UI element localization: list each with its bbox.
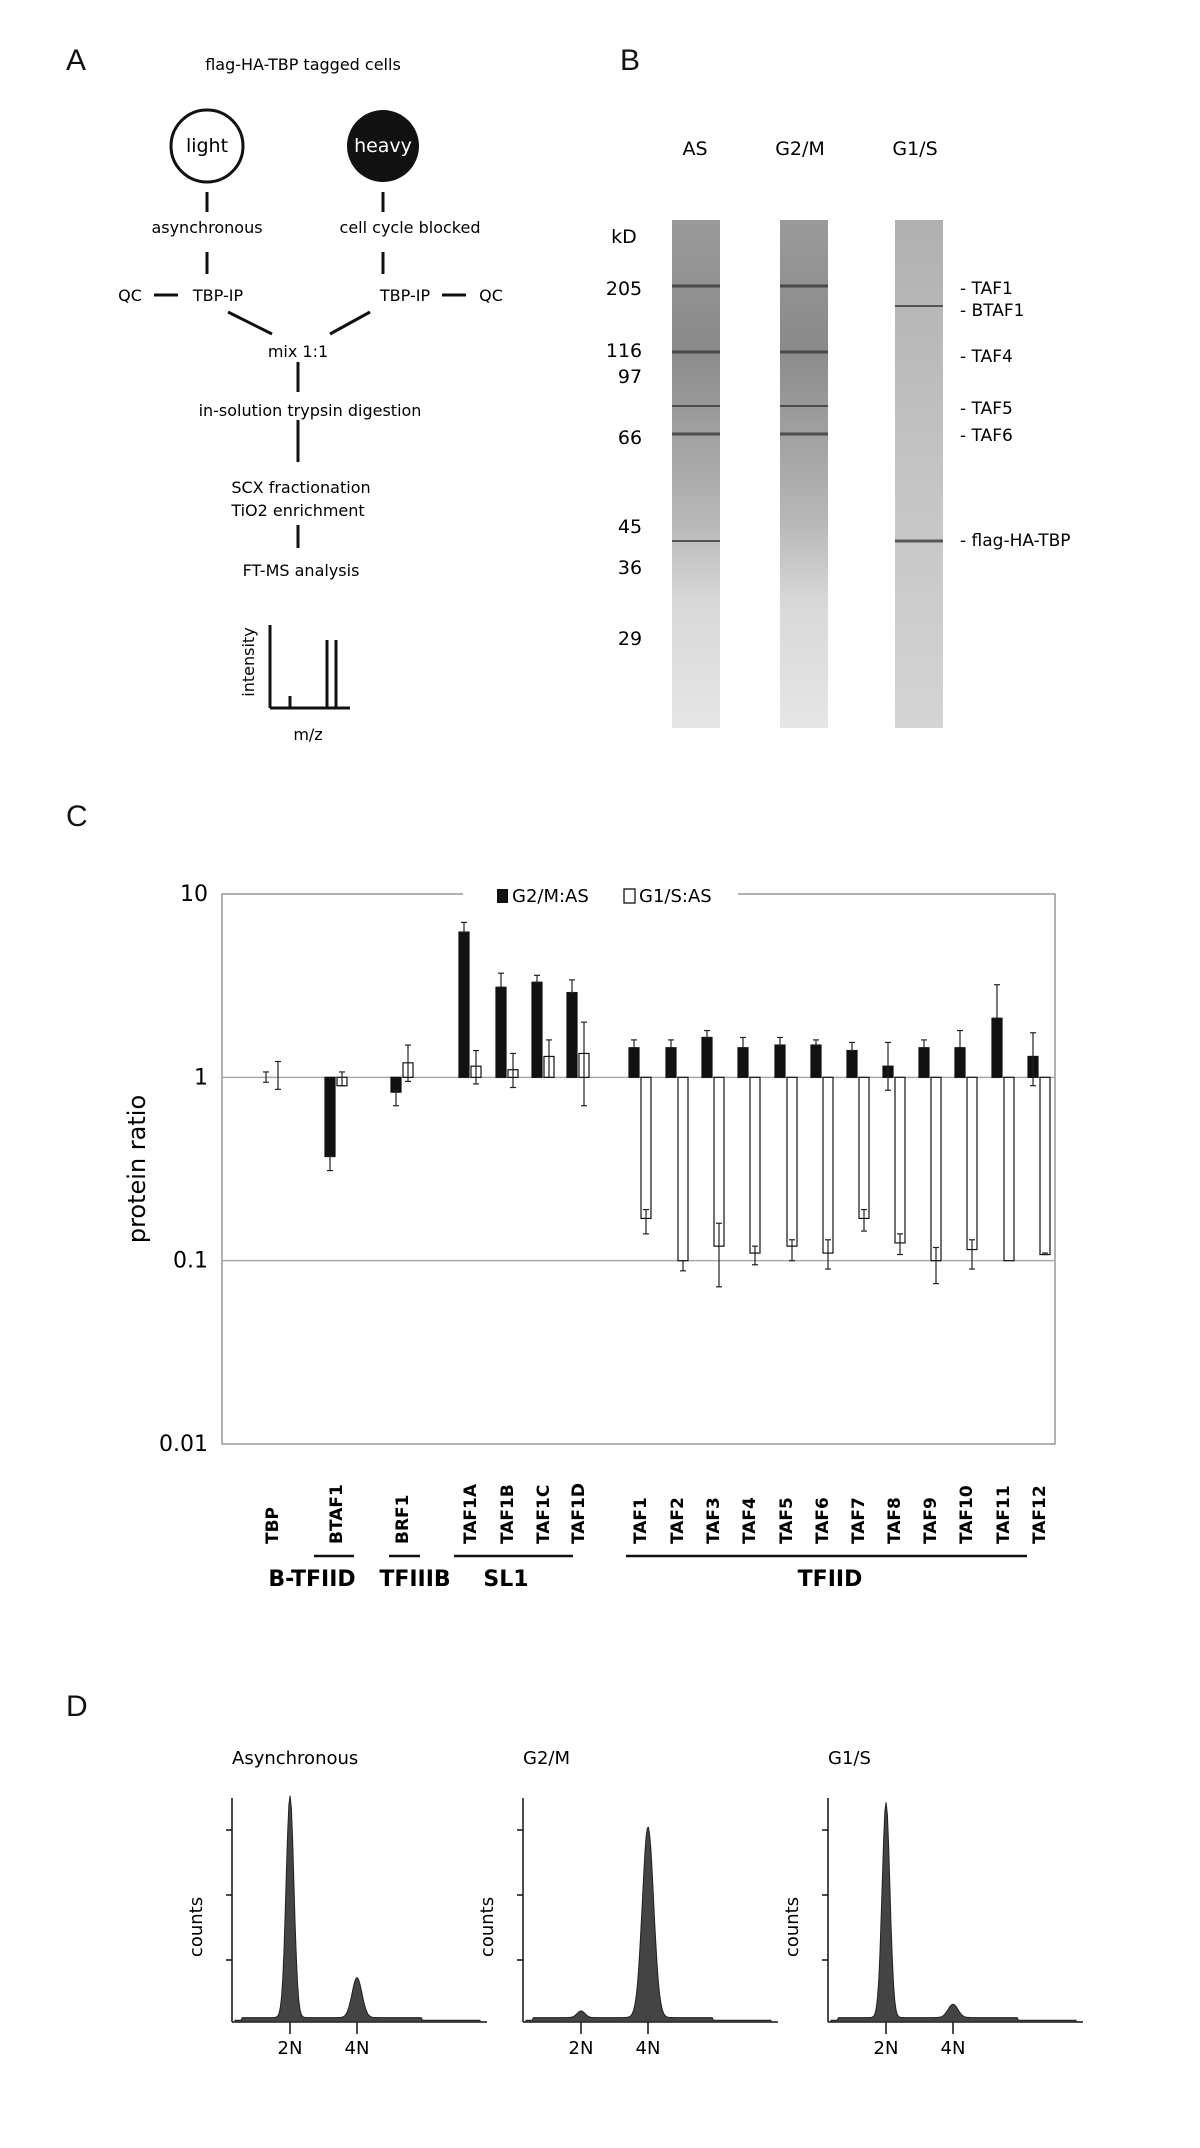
histogram-trace — [526, 1827, 771, 2022]
tick-4n-label: 4N — [344, 2038, 370, 2059]
x-tick-label: TAF4 — [740, 1497, 760, 1544]
bar-g2m — [955, 1048, 965, 1078]
bar-g2m — [459, 932, 469, 1077]
bar-g1s — [641, 1077, 651, 1218]
bar-g2m — [629, 1048, 639, 1078]
gel-figure — [600, 100, 1200, 760]
x-tick-label: TAF11 — [994, 1485, 1014, 1544]
blocked-label: cell cycle blocked — [339, 218, 481, 237]
bar-g1s — [1004, 1077, 1014, 1260]
tick-4n-label: 4N — [635, 2038, 661, 2059]
marker-45: 45 — [617, 516, 643, 538]
bar-g1s — [967, 1077, 977, 1249]
panel-label-a: A — [66, 44, 87, 77]
histogram-title: G1/S — [828, 1748, 871, 1769]
band-label-tbp: - flag-HA-TBP — [960, 531, 1071, 551]
bar-g1s — [750, 1077, 760, 1253]
bar-g2m — [666, 1048, 676, 1078]
x-tick-label: TAF12 — [1030, 1485, 1050, 1544]
bar-g2m — [775, 1045, 785, 1077]
bar-g1s — [859, 1077, 869, 1218]
histogram-title: G2/M — [523, 1748, 570, 1769]
bar-g2m — [325, 1077, 335, 1156]
intensity-label: intensity — [239, 627, 258, 697]
lane-label-g1s: G1/S — [892, 138, 938, 160]
x-tick-label: BRF1 — [393, 1494, 413, 1544]
panel-label-c: C — [66, 800, 88, 833]
bar-g2m — [738, 1048, 748, 1078]
legend-swatch-g1s — [624, 889, 635, 903]
digestion-label: in-solution trypsin digestion — [198, 401, 422, 420]
histogram-title: Asynchronous — [232, 1748, 359, 1769]
bar-g2m — [847, 1051, 857, 1078]
x-tick-label: TAF1D — [569, 1483, 589, 1544]
x-tick-label: TAF7 — [849, 1497, 869, 1544]
bar-g1s — [714, 1077, 724, 1246]
legend-label-g1s: G1/S:AS — [639, 886, 712, 907]
marker-116: 116 — [605, 340, 643, 362]
histogram-y-label: counts — [186, 1896, 207, 1958]
y-tick-label: 0.1 — [173, 1248, 208, 1274]
group-label: B-TFIID — [268, 1567, 356, 1592]
x-tick-label: TAF10 — [957, 1485, 977, 1544]
x-tick-label: TAF1A — [461, 1483, 481, 1544]
x-tick-label: TAF5 — [777, 1497, 797, 1544]
tio2-label: TiO2 enrichment — [231, 501, 365, 520]
ip-right-label: TBP-IP — [379, 286, 431, 305]
y-axis-label: protein ratio — [123, 1094, 151, 1244]
bar-g2m — [532, 982, 542, 1077]
band-label-taf5: - TAF5 — [960, 399, 1013, 419]
tick-2n-label: 2N — [568, 2038, 594, 2059]
band-label-taf1: - TAF1 — [960, 279, 1013, 299]
histogram-trace — [235, 1796, 480, 2022]
band-label-taf4: - TAF4 — [960, 347, 1013, 367]
workflow-title: flag-HA-TBP tagged cells — [205, 55, 401, 74]
gel-lane-g1s — [895, 220, 943, 728]
bar-g1s — [823, 1077, 833, 1253]
panel-label-b: B — [620, 44, 641, 77]
x-tick-label: TAF1B — [498, 1484, 518, 1544]
light-label: light — [185, 135, 229, 157]
bar-g2m — [811, 1045, 821, 1077]
marker-97: 97 — [617, 366, 643, 388]
group-label: TFIIIB — [379, 1567, 451, 1592]
group-label: SL1 — [483, 1567, 529, 1592]
x-tick-label: TAF8 — [885, 1497, 905, 1544]
flow-cytometry-histograms — [0, 1730, 1200, 2090]
band-label-btaf1: - BTAF1 — [960, 301, 1025, 321]
legend-swatch-g2m — [497, 889, 508, 903]
x-tick-label: TBP — [263, 1506, 283, 1544]
y-tick-label: 0.01 — [159, 1432, 208, 1457]
x-tick-label: TAF1C — [534, 1484, 554, 1544]
scx-label: SCX fractionation — [231, 478, 371, 497]
marker-66: 66 — [617, 427, 643, 449]
histogram-trace — [831, 1802, 1076, 2022]
bar-g2m — [992, 1018, 1002, 1077]
x-tick-label: TAF9 — [921, 1497, 941, 1544]
bar-g2m — [919, 1048, 929, 1078]
plot-frame — [222, 894, 1055, 1444]
marker-36: 36 — [617, 557, 643, 579]
gel-lane-as — [672, 220, 720, 728]
ftms-label: FT-MS analysis — [242, 561, 360, 580]
legend-label-g2m: G2/M:AS — [512, 886, 589, 907]
panel-label-d: D — [66, 1690, 88, 1723]
x-tick-label: TAF2 — [668, 1497, 688, 1544]
x-tick-label: BTAF1 — [327, 1484, 347, 1544]
ip-left-label: TBP-IP — [192, 286, 244, 305]
protein-ratio-chart — [0, 860, 1200, 1640]
bar-g2m — [702, 1037, 712, 1077]
heavy-label: heavy — [354, 135, 412, 157]
lane-label-g2m: G2/M — [775, 138, 825, 160]
mz-label: m/z — [293, 725, 323, 744]
band-label-taf6: - TAF6 — [960, 426, 1013, 446]
marker-29: 29 — [617, 628, 643, 650]
workflow-diagram — [0, 0, 600, 760]
histogram-y-label: counts — [782, 1896, 803, 1958]
bar-g1s — [678, 1077, 688, 1260]
marker-205: 205 — [605, 278, 643, 300]
tick-4n-label: 4N — [940, 2038, 966, 2059]
tick-2n-label: 2N — [277, 2038, 303, 2059]
bar-g2m — [567, 993, 577, 1078]
y-tick-label: 10 — [180, 882, 208, 907]
bar-g1s — [787, 1077, 797, 1246]
lane-label-as: AS — [682, 138, 708, 160]
bar-g2m — [496, 987, 506, 1077]
kd-unit-label: kD — [611, 226, 637, 248]
group-label: TFIID — [797, 1567, 863, 1592]
x-tick-label: TAF6 — [813, 1497, 833, 1544]
qc-left-label: QC — [118, 286, 142, 305]
x-tick-label: TAF1 — [631, 1497, 651, 1544]
tick-2n-label: 2N — [873, 2038, 899, 2059]
bar-g1s — [895, 1077, 905, 1243]
bar-g1s — [931, 1077, 941, 1260]
y-tick-label: 1 — [194, 1065, 208, 1091]
mini-spectrum — [270, 625, 350, 708]
gel-lane-g2m — [780, 220, 828, 728]
x-tick-label: TAF3 — [704, 1497, 724, 1544]
bar-g1s — [1040, 1077, 1050, 1254]
mix-label: mix 1:1 — [267, 342, 329, 361]
asynchronous-label: asynchronous — [151, 218, 263, 237]
qc-right-label: QC — [479, 286, 503, 305]
histogram-y-label: counts — [477, 1896, 498, 1958]
